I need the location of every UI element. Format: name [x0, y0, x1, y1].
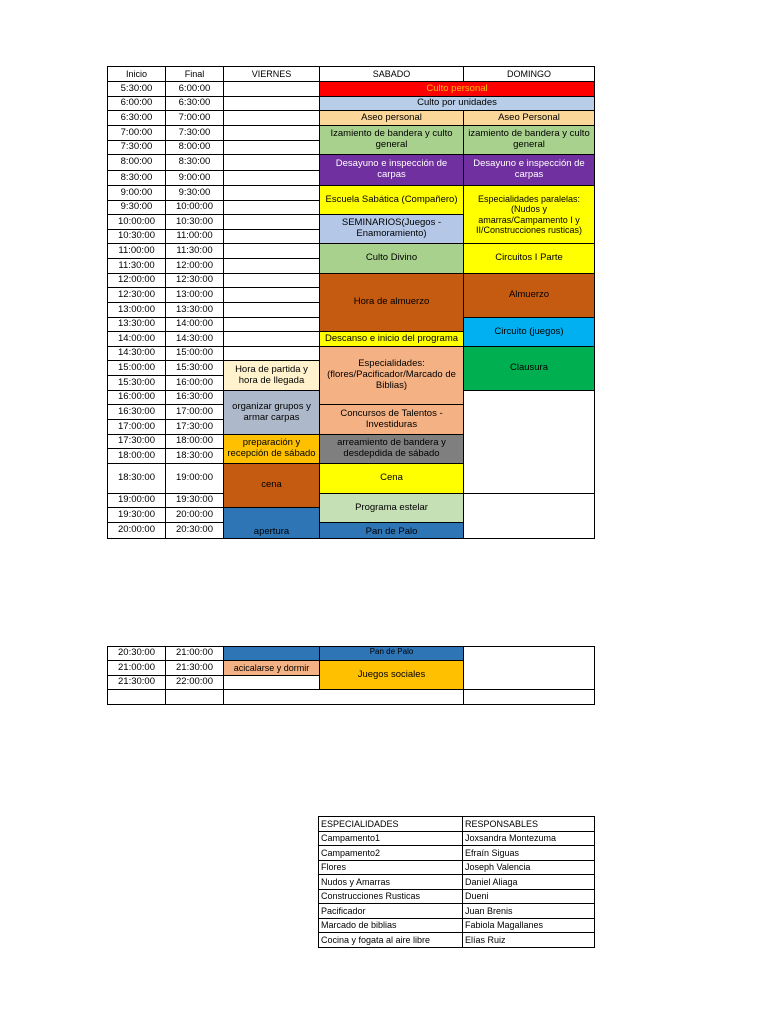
event-especialidades-paralelas: Especialidades paralelas: (Nudos y amarras/Campamento I y II/Construcciones rusticas)	[463, 185, 595, 244]
time-end-cell: 17:30:00	[165, 419, 224, 435]
time-start-cell: 20:00:00	[107, 522, 166, 539]
time-end-cell: 18:00:00	[165, 434, 224, 449]
time-start-cell: 17:30:00	[107, 434, 166, 449]
time-start-cell: 11:00:00	[107, 243, 166, 259]
time-start-cell: 21:00:00	[107, 660, 166, 676]
event-circuito-juegos: Circuito (juegos)	[463, 317, 595, 347]
resp-especialidad-cell: Flores	[318, 860, 463, 876]
event-izamiento-sabado: Izamiento de bandera y culto general	[319, 125, 464, 155]
header-domingo: DOMINGO	[463, 66, 595, 82]
resp-especialidad-cell: Marcado de biblias	[318, 918, 463, 934]
time-end-cell: 18:30:00	[165, 448, 224, 464]
header-final: Final	[165, 66, 224, 82]
header-inicio: Inicio	[107, 66, 166, 82]
time-start-cell: 6:30:00	[107, 110, 166, 126]
event-pan-de-palo-cont: Pan de Palo	[319, 646, 464, 661]
event-cena-viernes: cena	[223, 463, 320, 508]
time-start-cell: 10:30:00	[107, 229, 166, 244]
event-pan-de-palo: Pan de Palo	[319, 522, 464, 539]
event-desayuno-sabado: Desayuno e inspección de carpas	[319, 154, 464, 186]
time-start-cell: 7:30:00	[107, 140, 166, 155]
time-start-cell: 14:00:00	[107, 331, 166, 347]
time-end-cell: 11:00:00	[165, 229, 224, 244]
event-acicalarse: acicalarse y dormir	[223, 660, 320, 676]
header-sabado: SABADO	[319, 66, 464, 82]
time-start-cell: 18:00:00	[107, 448, 166, 464]
time-start-cell: 19:30:00	[107, 507, 166, 523]
resp-responsable-cell: Fabiola Magallanes	[462, 918, 595, 934]
time-end-cell: 19:30:00	[165, 493, 224, 508]
event-programa-estelar: Programa estelar	[319, 493, 464, 523]
time-end-cell: 15:30:00	[165, 360, 224, 376]
time-end-cell: 16:30:00	[165, 390, 224, 405]
time-end-cell: 10:30:00	[165, 214, 224, 230]
time-end-cell: 13:30:00	[165, 302, 224, 318]
resp-especialidad-cell: Cocina y fogata al aire libre	[318, 932, 463, 948]
event-preparacion: preparación y recepción de sábado	[223, 434, 320, 464]
time-start-cell: 15:00:00	[107, 360, 166, 376]
header-viernes: VIERNES	[223, 66, 320, 82]
event-culto-unidades: Culto por unidades	[319, 96, 595, 111]
time-end-cell: 13:00:00	[165, 287, 224, 303]
event-descanso: Descanso e inicio del programa	[319, 331, 464, 347]
event-organizar: organizar grupos y armar carpas	[223, 390, 320, 435]
time-end-cell: 10:00:00	[165, 200, 224, 215]
time-start-cell: 21:30:00	[107, 675, 166, 690]
resp-especialidad-cell: Campamento2	[318, 845, 463, 861]
time-start-cell: 12:30:00	[107, 287, 166, 303]
time-end-cell: 21:30:00	[165, 660, 224, 676]
time-start-cell: 14:30:00	[107, 346, 166, 361]
time-start-cell: 13:00:00	[107, 302, 166, 318]
time-end-cell: 7:30:00	[165, 125, 224, 141]
time-end-cell: 9:00:00	[165, 170, 224, 186]
resp-responsable-cell: Joseph Valencia	[462, 860, 595, 876]
time-end-cell: 22:00:00	[165, 675, 224, 690]
event-escuela-sabatica: Escuela Sabática (Compañero)	[319, 185, 464, 215]
time-end-cell: 15:00:00	[165, 346, 224, 361]
time-start-cell: 16:30:00	[107, 404, 166, 420]
resp-header-especialidades: ESPECIALIDADES	[318, 816, 463, 832]
event-arreamiento: arreamiento de bandera y desdepdida de sábado	[319, 434, 464, 464]
event-culto-personal: Culto personal	[319, 81, 595, 97]
event-hora-partida: Hora de partida y hora de llegada	[223, 360, 320, 391]
time-start-cell: 9:00:00	[107, 185, 166, 201]
time-end-cell: 8:00:00	[165, 140, 224, 155]
time-start-cell: 18:30:00	[107, 463, 166, 494]
resp-responsable-cell: Juan Brenis	[462, 903, 595, 919]
time-start-cell: 8:00:00	[107, 154, 166, 171]
time-end-cell: 17:00:00	[165, 404, 224, 420]
time-start-cell: 15:30:00	[107, 375, 166, 391]
resp-especialidad-cell: Nudos y Amarras	[318, 874, 463, 890]
event-juegos-sociales: Juegos sociales	[319, 660, 464, 690]
time-end-cell: 9:30:00	[165, 185, 224, 201]
resp-responsable-cell: Efraín Siguas	[462, 845, 595, 861]
resp-responsable-cell: Dueni	[462, 889, 595, 905]
resp-especialidad-cell: Construcciones Rusticas	[318, 889, 463, 905]
time-start-cell: 10:00:00	[107, 214, 166, 230]
time-end-cell: 6:00:00	[165, 81, 224, 97]
time-end-cell: 6:30:00	[165, 96, 224, 111]
event-clausura: Clausura	[463, 346, 595, 391]
event-concursos: Concursos de Talentos - Investiduras	[319, 404, 464, 435]
time-end-cell: 7:00:00	[165, 110, 224, 126]
time-start-cell: 9:30:00	[107, 200, 166, 215]
event-izamiento-domingo: izamiento de bandera y culto general	[463, 125, 595, 155]
time-start-cell: 11:30:00	[107, 258, 166, 274]
event-aseo-domingo: Aseo Personal	[463, 110, 595, 126]
time-start-cell: 16:00:00	[107, 390, 166, 405]
time-end-cell: 8:30:00	[165, 154, 224, 171]
event-almuerzo-domingo: Almuerzo	[463, 273, 595, 318]
time-end-cell: 19:00:00	[165, 463, 224, 494]
event-desayuno-domingo: Desayuno e inspección de carpas	[463, 154, 595, 186]
time-end-cell: 21:00:00	[165, 646, 224, 661]
time-end-cell: 14:30:00	[165, 331, 224, 347]
time-start-cell: 7:00:00	[107, 125, 166, 141]
event-apertura: apertura	[223, 507, 320, 539]
time-start-cell: 13:30:00	[107, 317, 166, 332]
event-especialidades: Especialidades: (flores/Pacificador/Marcado de Biblias)	[319, 346, 464, 405]
time-end-cell: 12:00:00	[165, 258, 224, 274]
event-seminarios: SEMINARIOS(Juegos - Enamoramiento)	[319, 214, 464, 244]
time-end-cell: 12:30:00	[165, 273, 224, 288]
time-start-cell: 5:30:00	[107, 81, 166, 97]
time-end-cell: 11:30:00	[165, 243, 224, 259]
event-culto-divino: Culto Divino	[319, 243, 464, 274]
time-end-cell: 14:00:00	[165, 317, 224, 332]
resp-especialidad-cell: Campamento1	[318, 831, 463, 847]
time-end-cell: 16:00:00	[165, 375, 224, 391]
time-start-cell: 8:30:00	[107, 170, 166, 186]
time-end-cell: 20:00:00	[165, 507, 224, 523]
event-almuerzo-sabado: Hora de almuerzo	[319, 273, 464, 332]
time-end-cell: 20:30:00	[165, 522, 224, 539]
time-start-cell: 6:00:00	[107, 96, 166, 111]
event-aseo-sabado: Aseo personal	[319, 110, 464, 126]
resp-responsable-cell: Daniel Aliaga	[462, 874, 595, 890]
time-start-cell: 19:00:00	[107, 493, 166, 508]
time-start-cell: 20:30:00	[107, 646, 166, 661]
resp-especialidad-cell: Pacificador	[318, 903, 463, 919]
time-start-cell: 17:00:00	[107, 419, 166, 435]
resp-responsable-cell: Elías Ruiz	[462, 932, 595, 948]
event-cena-sabado: Cena	[319, 463, 464, 494]
time-start-cell: 12:00:00	[107, 273, 166, 288]
resp-header-responsables: RESPONSABLES	[462, 816, 595, 832]
event-circuitos: Circuitos I Parte	[463, 243, 595, 274]
resp-responsable-cell: Joxsandra Montezuma	[462, 831, 595, 847]
